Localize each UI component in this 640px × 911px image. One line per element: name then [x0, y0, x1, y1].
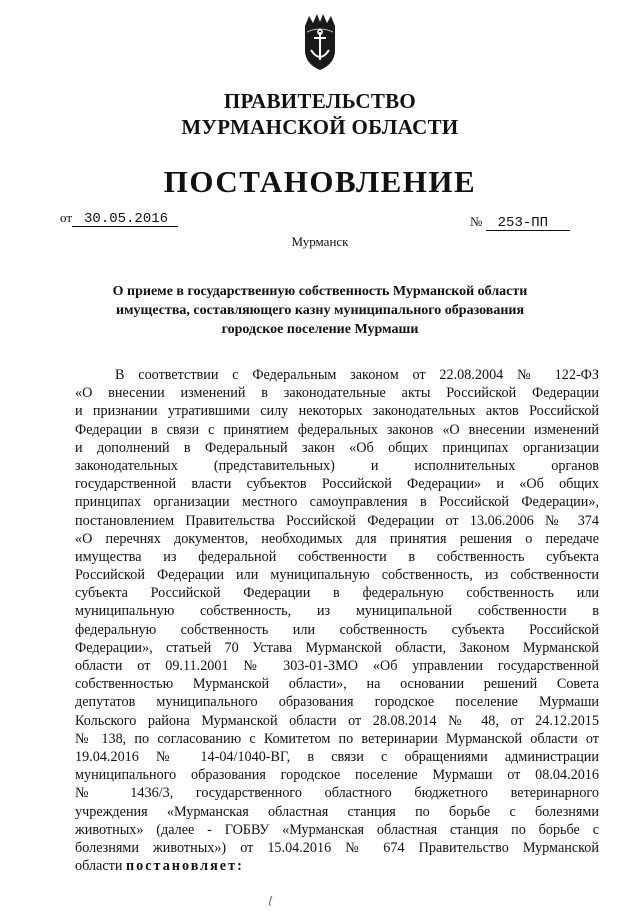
- body-line: депутатов муниципального образования городское поселение Мурмаши: [75, 694, 599, 711]
- body-line-final: [75, 857, 599, 875]
- number-row: [470, 214, 570, 231]
- body-line: и признании утратившими силу некоторых законодательных актов Российской: [75, 403, 599, 420]
- body-line: «О внесении изменений в законодательные акты Российской Федерации: [75, 385, 599, 402]
- body-line: учреждения «Мурманская областная станция по борьбе с болезнями: [75, 803, 599, 820]
- body-line: Российской Федерации или муниципальную собственность, из собственности: [75, 567, 599, 584]
- body-line: и дополнений в Федеральный закон «Об общих принципах организации: [75, 439, 599, 456]
- government-name-line1: ПРАВИТЕЛЬСТВО: [223, 89, 417, 113]
- document-number: 253-ПП: [486, 216, 570, 231]
- footer-mark: [268, 893, 273, 903]
- city: Мурманск: [291, 234, 349, 249]
- resolves-word: постановляет:: [125, 858, 244, 875]
- body-line: принципах организации местного самоуправления в Российской Федерации»,: [75, 494, 599, 511]
- title-line: имущества, составляющего казну муниципального образования: [115, 303, 525, 318]
- body-line: имущества из федеральной собственности в собственность субъекта: [75, 548, 599, 565]
- government-name-line2: МУРМАНСКОЙ ОБЛАСТИ: [181, 115, 459, 139]
- body-line: животных» (далее - ГОБВУ «Мурманская областная станция по борьбе с: [75, 821, 599, 838]
- body-line: В соответствии с Федеральным законом от 22.08.2004 № 122-ФЗ: [115, 367, 599, 383]
- body-line: постановлением Правительства Российской Федерации от 13.06.2006 № 374: [75, 512, 599, 529]
- body-line: «О перечнях документов, необходимых для принятия решения о передаче: [75, 530, 599, 547]
- document-body: [75, 366, 599, 875]
- body-line: болезнями животных») от 15.04.2016 № 674 Правительство Мурманской: [75, 839, 599, 856]
- body-line: муниципального образования городское поселение Мурмаши от 08.04.2016: [75, 767, 599, 784]
- body-line: № 1436/3, государственного областного бюджетного ветеринарного: [75, 785, 599, 802]
- date-row: [60, 210, 178, 227]
- body-line: муниципальную собственность, из муниципальной собственности в: [75, 603, 599, 620]
- body-line: Федерации», статьей 70 Устава Мурманской области, Законом Мурманской: [75, 639, 599, 656]
- body-line: Кольского района Мурманской области от 28.08.2014 № 48, от 24.12.2015: [75, 712, 599, 729]
- title-line: О приеме в государственную собственность Мурманской области: [112, 284, 528, 299]
- body-line: Федерации в связи с принятием федеральных законов «О внесении изменений: [75, 421, 599, 438]
- document-type: ПОСТАНОВЛЕНИЕ: [163, 164, 477, 199]
- coat-of-arms-icon: [295, 12, 345, 72]
- number-prefix: №: [470, 214, 483, 229]
- body-line: собственностью Мурманской области», на основании решений Совета: [75, 676, 599, 693]
- body-line: № 138, по согласованию с Комитетом по ветеринарии Мурманской области от: [75, 730, 599, 747]
- document-title: [100, 282, 540, 339]
- body-line: федеральную собственность или собственность субъекта Российской: [75, 621, 599, 638]
- title-line: городское поселение Мурмаши: [221, 322, 419, 337]
- body-final-prefix: области: [75, 858, 126, 875]
- body-line: области от 09.11.2001 № 303-01-ЗМО «Об управлении государственной: [75, 658, 599, 674]
- body-line: государственной власти субъектов Российской Федерации» и «Об общих: [75, 476, 599, 493]
- body-line: законодательных (представительных) и исполнительных органов: [75, 457, 599, 474]
- date-prefix: от: [60, 210, 73, 225]
- body-line: 19.04.2016 № 14-04/1040-ВГ, в связи с обращениями администрации: [75, 748, 599, 765]
- document-date: 30.05.2016: [72, 212, 178, 227]
- body-line: субъекта Российской Федерации в федеральную собственность или: [75, 585, 599, 602]
